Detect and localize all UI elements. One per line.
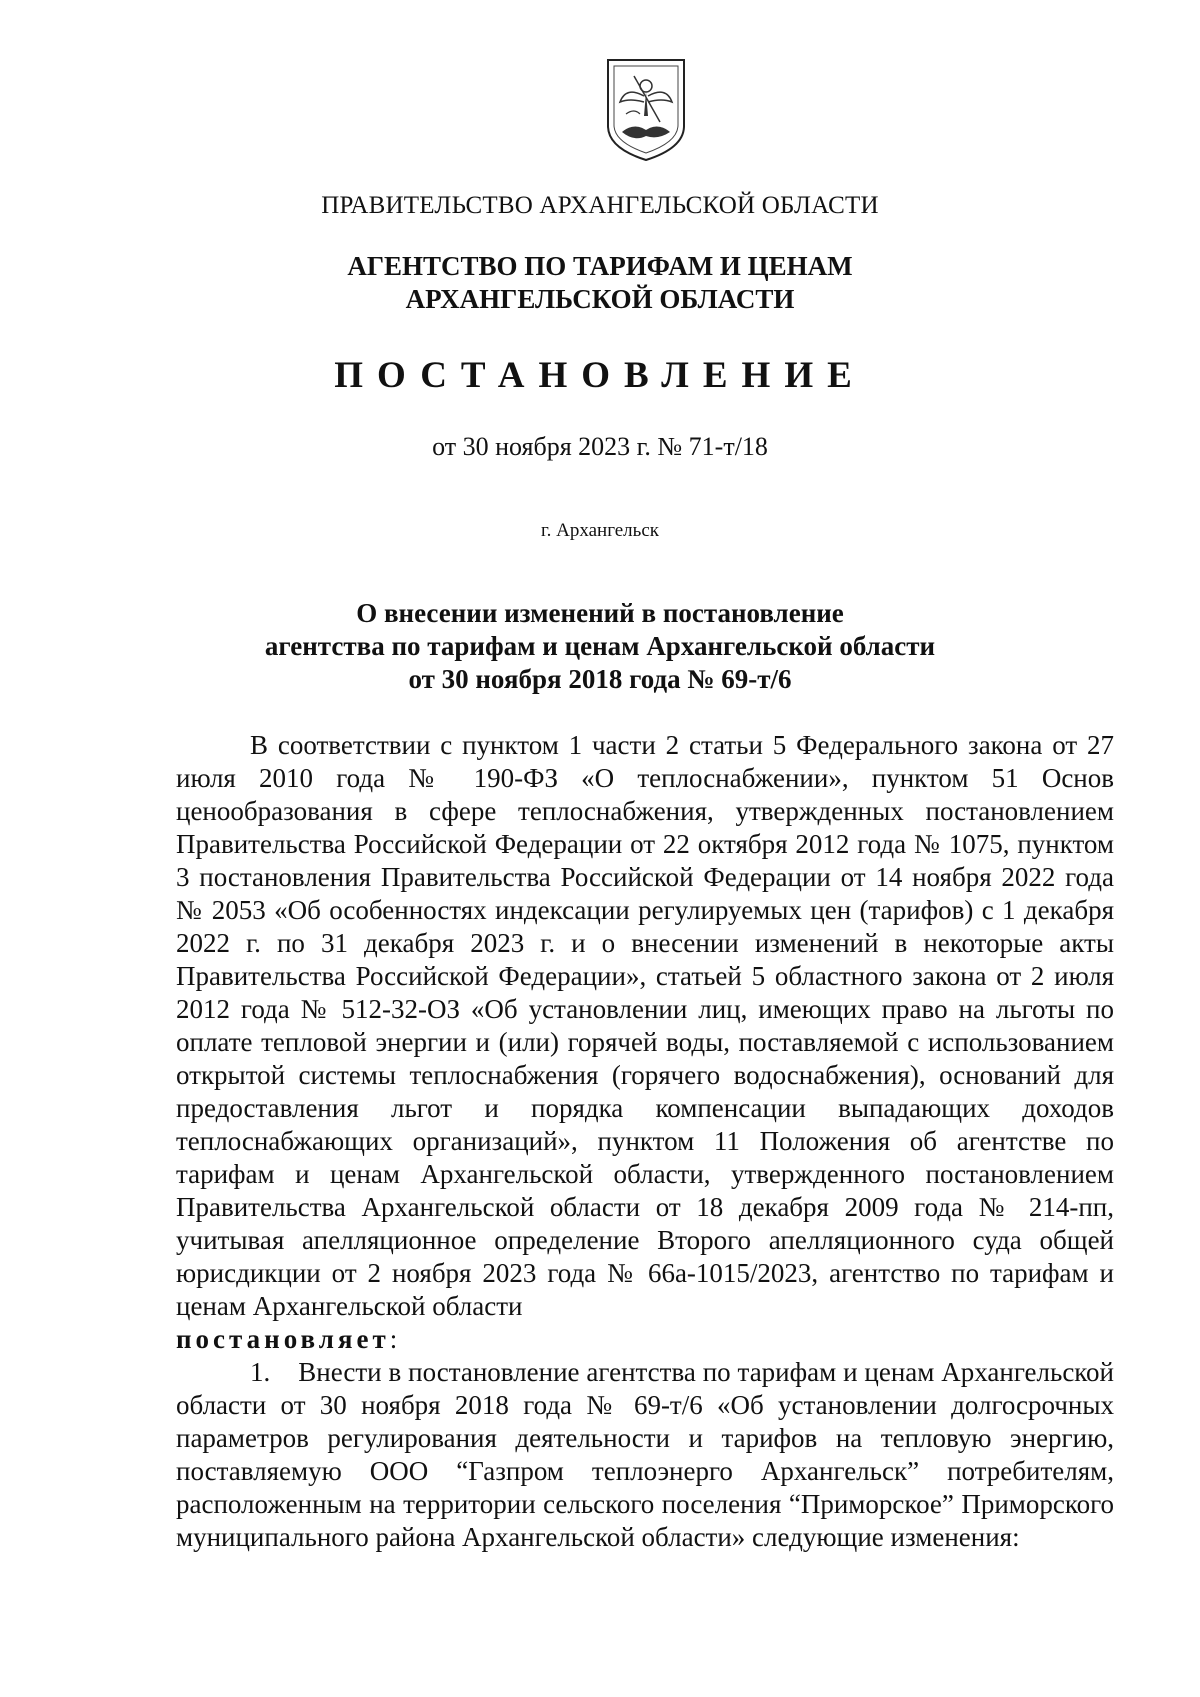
item-1-number: 1. <box>250 1357 271 1387</box>
document-type: ПОСТАНОВЛЕНИЕ <box>334 355 866 396</box>
decree-line <box>176 1323 1114 1356</box>
agency-name-line: АГЕНТСТВО ПО ТАРИФАМ И ЦЕНАМ <box>347 251 853 281</box>
document-title-line: агентства по тарифам и ценам Архангельской области <box>264 631 936 661</box>
item-1-paragraph <box>176 1356 1114 1554</box>
document-body <box>176 729 1114 1554</box>
agency-name <box>0 250 1200 316</box>
preamble-paragraph <box>176 729 1114 1323</box>
document-title <box>0 597 1200 696</box>
document-title-line: от 30 ноября 2018 года № 69-т/6 <box>408 664 792 694</box>
preamble-text: В соответствии с пунктом 1 части 2 статьи 5 Федерального закона от 27 июля 2010 года № 190-ФЗ «О теплоснабжении», пунктом 51 Основ ценообразования в сфере теплоснабжения, утвержденных постановлением Правительства Российской Федерации от 22 октября 2012 года № 1075, пунктом 3 постановления Правительства Российской Федерации от 14 ноября 2022 года № 2053 «Об особенностях индексации регулируемых цен (тарифов) с 1 декабря 2022 г. по 31 декабря 2023 г. и о внесении изменений в некоторые акты Правительства Российской Федерации», статьей 5 областного закона от 2 июля 2012 года № 512-32-ОЗ «Об установлении лиц, имеющих право на льготы по оплате тепловой энергии и (или) горячей воды, поставляемой с использованием открытой системы теплоснабжения (горячего водоснабжения), оснований для предоставления льгот и порядка компенсации выпадающих доходов теплоснабжающих организаций», пунктом 11 Положения об агентстве по тарифам и ценам Архангельской области, утвержденного постановлением Правительства Архангельской области от 18 декабря 2009 года № 214-пп, учитывая апелляционное определение Второго апелляционного суда общей юрисдикции от 2 ноября 2023 года № 66а-1015/2023, агентство по тарифам и ценам Архангельской области <box>176 730 1114 1321</box>
document-title-line: О внесении изменений в постановление <box>356 598 844 628</box>
agency-name-line: АРХАНГЕЛЬСКОЙ ОБЛАСТИ <box>405 284 795 314</box>
document-date-number: от 30 ноября 2023 г. № 71-т/18 <box>432 432 768 461</box>
government-name: ПРАВИТЕЛЬСТВО АРХАНГЕЛЬСКОЙ ОБЛАСТИ <box>321 192 879 219</box>
item-1-text: Внести в постановление агентства по тарифам и ценам Архангельской области от 30 ноября 2018 года № 69-т/6 «Об установлении долгосрочных параметров регулирования деятельности и тарифов на тепловую энергию, поставляемую ООО “Газпром теплоэнерго Архангельск” потребителям, расположенным на территории сельского поселения “Приморское” Приморского муниципального района Архангельской области» следующие изменения: <box>176 1357 1114 1552</box>
document-city: г. Архангельск <box>540 520 659 541</box>
coat-of-arms-emblem <box>604 56 688 162</box>
decree-colon: : <box>389 1324 398 1354</box>
decree-word: постановляет <box>176 1324 390 1354</box>
